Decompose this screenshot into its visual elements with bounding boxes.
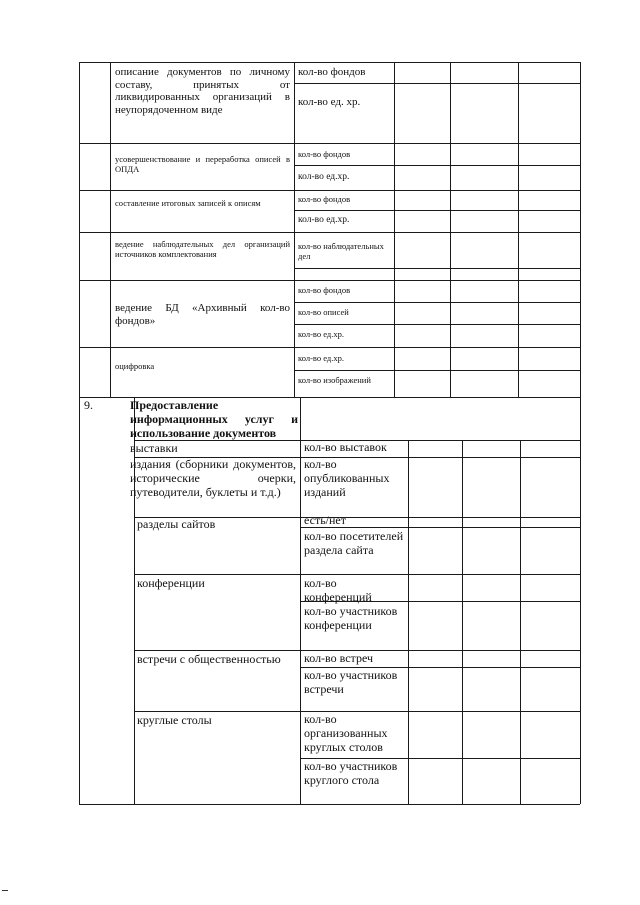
row-desc: ведение БД «Архивный кол-во фондов» [115,302,290,327]
row-desc: встречи с общественностью [137,652,281,666]
row-desc: составление итоговых записей к описям [115,198,261,208]
row-measure: кол-во ед.хр. [298,215,350,225]
row-measure: кол-во ед. хр. [298,96,361,108]
row-measure: кол-во фондов [298,285,351,295]
section-title: Предоставление информационных услуг и использование документов [130,398,298,440]
row-measure: кол-во участников встречи [304,668,398,696]
row-measure: кол-во фондов [298,149,351,159]
row-desc: разделы сайтов [137,517,216,531]
row-measure: кол-во фондов [298,194,351,204]
row-measure: кол-во встреч [304,651,374,665]
row-measure: кол-во посетителей раздела сайта [304,529,404,557]
row-measure: кол-во участников конференции [304,604,398,632]
row-desc: издания (сборники документов, исторические очерки, путеводители, буклеты и т.д.) [130,457,296,499]
row-measure: кол-во описей [298,307,349,317]
row-desc: оцифровка [115,361,155,371]
row-measure: кол-во ед.хр. [298,172,350,182]
row-measure: кол-во участников круглого стола [304,759,398,787]
row-desc: ведение наблюдательных дел организаций источников комплектования [115,239,290,259]
scan-mark [2,890,8,891]
row-measure: есть/нет [304,513,346,527]
row-desc: выставки [130,441,178,455]
row-measure: кол-во конференций [304,576,372,604]
row-measure: кол-во выставок [304,440,387,454]
row-desc: усовершенствование и переработка описей в ОПДА [115,154,290,174]
row-desc: круглые столы [137,713,212,727]
row-measure: кол-во организованных круглых столов [304,712,388,754]
row-desc: описание документов по личному составу, принятых от ликвидированных организаций в неупорядоченном виде [115,66,290,116]
row-measure: кол-во фондов [298,66,366,78]
row-desc: конференции [137,576,205,590]
row-measure: кол-во ед.хр. [298,353,344,363]
section-number: 9. [84,398,93,412]
row-measure: кол-во опубликованных изданий [304,457,390,499]
row-measure: кол-во наблюдательных дел [298,241,384,261]
row-measure: кол-во ед.хр. [298,329,344,339]
row-measure: кол-во изображений [298,375,371,385]
